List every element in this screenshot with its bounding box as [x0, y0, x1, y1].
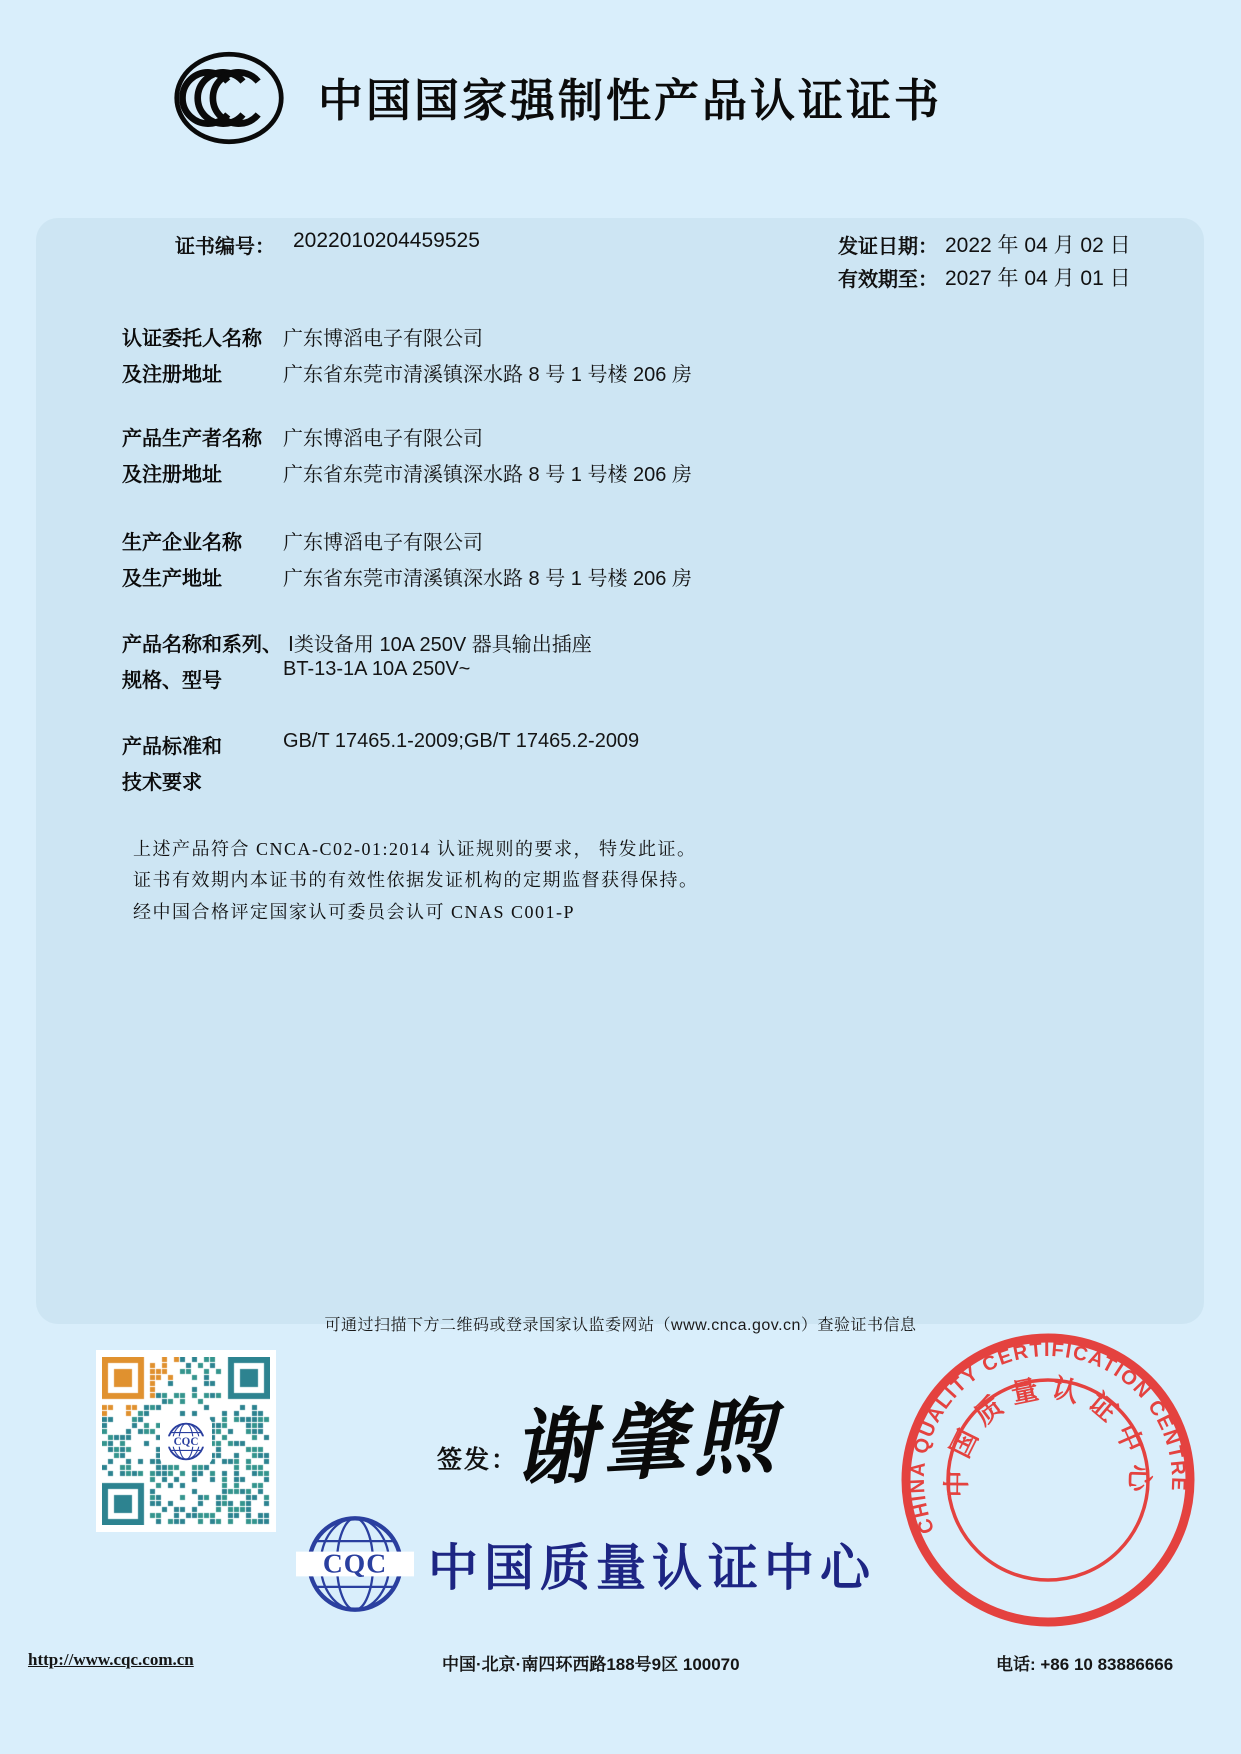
factory-address-label: 及生产地址: [122, 568, 222, 590]
cert-number-label: 证书编号：: [175, 236, 275, 258]
svg-text:中国质量认证中心: [942, 1372, 1155, 1502]
declaration-line-1: 上述产品符合 CNCA-C02-01:2014 认证规则的要求， 特发此证。: [133, 839, 697, 859]
stamp-outer-text: CHINA QUALITY CERTIFICATION CENTRE: [906, 1338, 1190, 1537]
tech-requirement-label: 技术要求: [122, 772, 202, 794]
cert-number-value: 2022010204459525: [293, 229, 480, 252]
product-model-value: BT-13-1A 10A 250V~: [283, 658, 471, 680]
factory-name-label: 生产企业名称: [122, 532, 242, 554]
factory-address-value: 广东省东莞市清溪镇深水路 8 号 1 号楼 206 房: [283, 568, 692, 590]
factory-name-value: 广东博滔电子有限公司: [283, 532, 483, 554]
valid-until-value: 2027 年 04 月 01 日: [945, 267, 1131, 290]
issue-date-value: 2022 年 04 月 02 日: [945, 234, 1131, 257]
signature-handwriting: 谢肇煦: [510, 1390, 785, 1496]
footer-phone: 电话: +86 10 83886666: [996, 1655, 1174, 1674]
standard-label: 产品标准和: [122, 736, 222, 758]
svg-text:CHINA QUALITY CERTIFICATION CE: [907, 1339, 1189, 1537]
cqc-red-stamp: [898, 1330, 1198, 1630]
producer-address-value: 广东省东莞市清溪镇深水路 8 号 1 号楼 206 房: [283, 464, 692, 486]
page-title: 中国国家强制性产品认证证书: [318, 75, 943, 126]
footer-website: http://www.cqc.com.cn: [28, 1650, 194, 1669]
producer-address-label: 及注册地址: [122, 464, 222, 486]
producer-name-value: 广东博滔电子有限公司: [283, 428, 483, 450]
standard-value: GB/T 17465.1-2009;GB/T 17465.2-2009: [283, 730, 640, 752]
verify-note: 可通过扫描下方二维码或登录国家认监委网站（www.cnca.gov.cn）查验证书信息: [324, 1317, 917, 1334]
svg-text:CQC: CQC: [173, 1435, 199, 1448]
qr-center-logo: [160, 1418, 212, 1464]
issue-date-label: 发证日期：: [838, 236, 938, 258]
applicant-name-value: 广东博滔电子有限公司: [283, 328, 483, 350]
applicant-name-label: 认证委托人名称: [122, 328, 262, 350]
product-name-label: 产品名称和系列、: [122, 634, 282, 656]
ccc-mark-icon: [172, 50, 286, 146]
declaration-line-2: 证书有效期内本证书的有效性依据发证机构的定期监督获得保持。: [133, 870, 699, 890]
producer-name-label: 产品生产者名称: [122, 428, 262, 450]
cqc-globe-icon: [163, 1422, 209, 1461]
sign-off-label: 签发：: [437, 1447, 519, 1474]
issuer-name: 中国质量认证中心: [428, 1540, 876, 1596]
product-model-label: 规格、型号: [122, 670, 222, 692]
valid-until-label: 有效期至：: [838, 269, 938, 291]
qr-code: [96, 1350, 276, 1532]
stamp-inner-text: 中国质量认证中心: [941, 1372, 1155, 1502]
applicant-address-label: 及注册地址: [122, 364, 222, 386]
product-name-value: Ⅰ类设备用 10A 250V 器具输出插座: [288, 634, 592, 656]
svg-text:CQC: CQC: [322, 1547, 388, 1579]
cqc-globe-logo: [296, 1514, 414, 1614]
declaration-line-3: 经中国合格评定国家认可委员会认可 CNAS C001-P: [133, 902, 576, 922]
applicant-address-value: 广东省东莞市清溪镇深水路 8 号 1 号楼 206 房: [283, 364, 692, 386]
footer-address: 中国·北京·南四环西路188号9区 100070: [442, 1655, 740, 1674]
